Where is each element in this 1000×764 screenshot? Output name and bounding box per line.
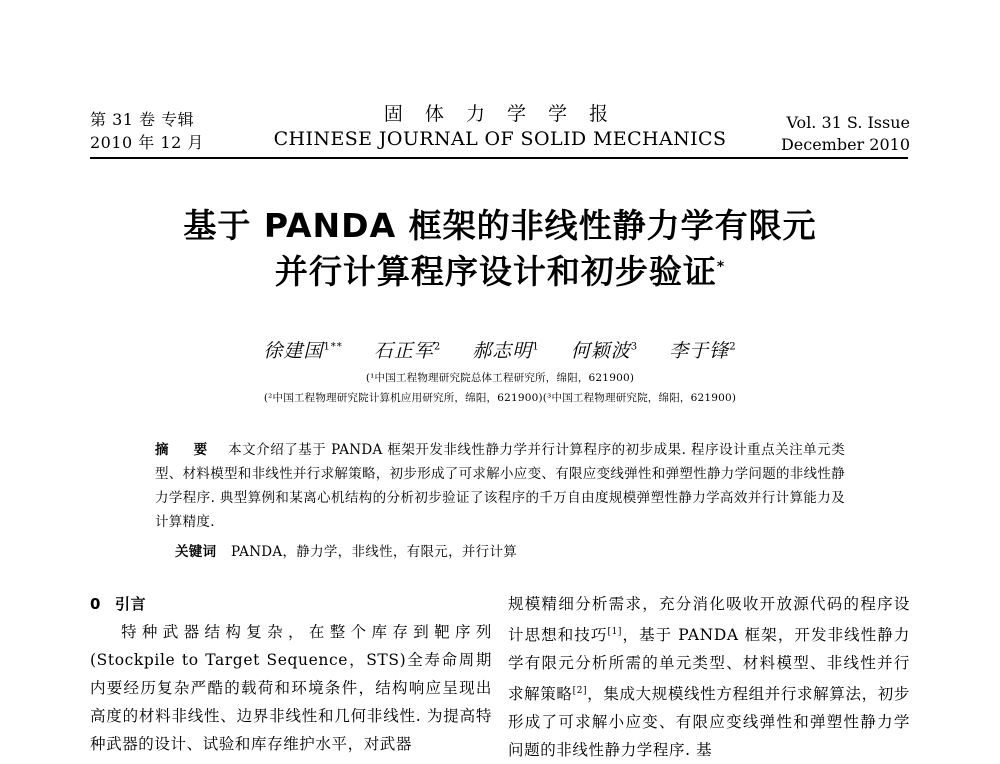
body-paragraph: 特种武器结构复杂，在整个库存到靶序列(Stockpile to Target Sequence，STS)全寿命周期内要经历复杂严酷的载荷和环境条件，结构响应呈现出高度的材料非线性、边界非线性和几何非线性. 为提高特种武器的设计、试验和库存维护水平，对武器 [90,623,492,753]
volume-issue: 第 31 卷 专辑 [90,110,195,129]
abstract-label: 摘 要 [155,442,218,458]
journal-name [260,102,740,152]
header-rule [90,157,908,159]
affiliation-line: (²中国工程物理研究院计算机应用研究所，绵阳，621900)(³中国工程物理研究院，绵阳，621900) [263,392,737,404]
citation-ref: [2] [572,686,588,697]
author: 石正军$^2$ [373,340,442,362]
keywords [175,540,517,560]
section-number: 0 [90,595,102,613]
author-list [0,336,1000,363]
abstract [155,438,845,534]
author: 李于锋$^2$ [669,340,737,362]
body-column-right [508,590,910,764]
author: 徐建国$^{1**}$ [263,340,343,362]
citation-ref: [1] [607,627,623,637]
paper-title-line2 [0,246,1000,293]
publication-date: 2010 年 12 月 [90,133,204,152]
section-title: 引言 [115,595,147,613]
publication-date-en: December 2010 [780,135,910,154]
volume-issue-en: Vol. 31 S. Issue [786,113,910,132]
volume-info-en [781,112,910,156]
abstract-text: 本文介绍了基于 PANDA 框架开发非线性静力学并行计算程序的初步成果. 程序设计重点关注单元类型、材料模型和非线性并行求解策略，初步形成了可求解小应变、有限应变线弹性和弹塑性静力学问题的非线性静力学程序. 典型算例和某离心机结构的分析初步验证了该程序的千万自由度规模弹塑性静力学高效并行计算能力及计算精度. [155,442,845,530]
body-paragraph: 规模精细分析需求，充分消化吸收开放源代码的程序设计思想和技巧[1]，基于 PANDA 框架，开发非线性静力学有限元分析所需的单元类型、材料模型、非线性并行求解策略[2]，集成大规模线性方程组并行求解算法，初步形成了可求解小应变、有限应变线弹性和弹塑性静力学问题的非线性静力学程序. 基 [508,595,910,760]
title-footnote-mark: * [716,259,726,275]
keywords-label: 关键词 [175,544,217,560]
journal-name-en: CHINESE JOURNAL OF SOLID MECHANICS [273,128,727,150]
paper-title-line2-text: 并行计算程序设计和初步验证 [274,252,717,291]
section-heading [90,590,492,618]
author: 何颖波$^3$ [570,340,639,362]
paper-title-line1: 基于 PANDA 框架的非线性静力学有限元 [183,206,817,245]
body-column-left [90,590,492,758]
author: 郝志明$^1$ [472,340,540,362]
volume-info [90,108,204,154]
affiliation-line: (¹中国工程物理研究院总体工程研究所，绵阳，621900) [365,372,635,384]
keywords-text: PANDA，静力学，非线性，有限元，并行计算 [231,544,518,560]
journal-name-cn: 固 体 力 学 学 报 [383,103,617,125]
